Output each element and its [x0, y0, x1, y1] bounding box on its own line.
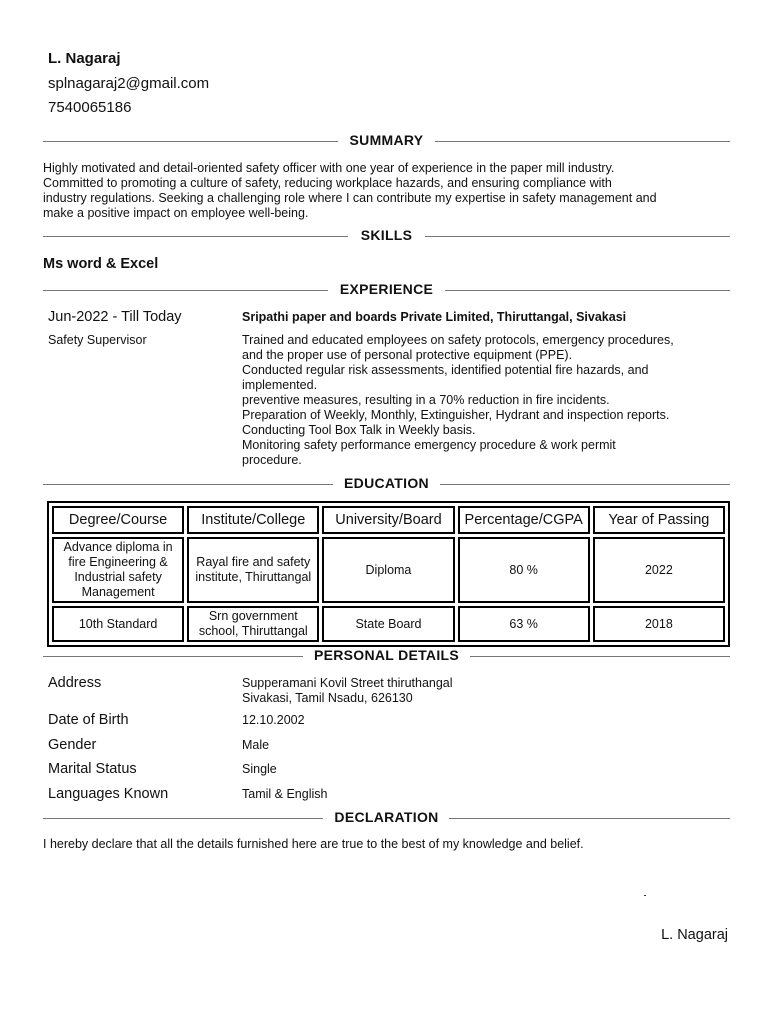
summary-line: Committed to promoting a culture of safety, reducing workplace hazards, and ensuring compliance with	[43, 176, 612, 190]
address-line: Supperamani Kovil Street thiruthangal	[242, 676, 453, 690]
table-cell: State Board	[322, 606, 454, 642]
education-heading: EDUCATION	[334, 475, 439, 491]
column-header: University/Board	[322, 506, 454, 534]
email: splnagaraj2@gmail.com	[48, 75, 210, 92]
address-label: Address	[48, 675, 102, 691]
section-personal-details	[43, 647, 730, 665]
phone: 7540065186	[48, 99, 132, 116]
summary-heading: SUMMARY	[340, 132, 434, 148]
signature-name: L. Nagaraj	[661, 927, 728, 943]
experience-role: Safety Supervisor	[48, 333, 147, 347]
gender-label: Gender	[48, 737, 97, 753]
section-skills	[43, 227, 730, 245]
table-cell: Rayal fire and safety institute, Thiruttangal	[187, 537, 319, 603]
duty-line: Conducting Tool Box Talk in Weekly basis.	[242, 423, 476, 437]
section-experience	[43, 281, 730, 299]
duty-line: implemented.	[242, 378, 318, 392]
section-declaration	[43, 809, 730, 827]
table-cell: 63 %	[458, 606, 590, 642]
summary-line: Highly motivated and detail-oriented safety officer with one year of experience in the paper mill industry.	[43, 161, 615, 175]
table-cell: Srn government school, Thiruttangal	[187, 606, 319, 642]
dob-label: Date of Birth	[48, 712, 129, 728]
languages-label: Languages Known	[48, 786, 169, 802]
table-cell: Diploma	[322, 537, 454, 603]
languages-value: Tamil & English	[242, 787, 328, 801]
section-education	[43, 475, 730, 493]
summary-line: make a positive impact on employee well-being.	[43, 206, 309, 220]
marital-label: Marital Status	[48, 761, 137, 777]
signature-mark	[644, 895, 646, 896]
dob-value: 12.10.2002	[242, 713, 305, 727]
address-line: Sivakasi, Tamil Nsadu, 626130	[242, 691, 413, 705]
table-cell: 10th Standard	[52, 606, 184, 642]
duty-line: Preparation of Weekly, Monthly, Extinguisher, Hydrant and inspection reports.	[242, 408, 670, 422]
table-row	[52, 537, 725, 603]
declaration-heading: DECLARATION	[324, 809, 448, 825]
column-header: Institute/College	[187, 506, 319, 534]
experience-company: Sripathi paper and boards Private Limited, Thiruttangal, Sivakasi	[242, 310, 627, 324]
table-row	[52, 606, 725, 642]
skill-item: Ms word & Excel	[43, 256, 159, 272]
experience-heading: EXPERIENCE	[330, 281, 443, 297]
education-table	[47, 501, 730, 647]
address-value	[242, 676, 453, 706]
gender-value: Male	[242, 738, 270, 752]
table-cell: 2022	[593, 537, 725, 603]
section-summary	[43, 132, 730, 150]
duty-line: procedure.	[242, 453, 302, 467]
summary-line: industry regulations. Seeking a challenging role where I can contribute my expertise in safety management and	[43, 191, 657, 205]
table-cell: Advance diploma in fire Engineering & Industrial safety Management	[52, 537, 184, 603]
duty-line: preventive measures, resulting in a 70% reduction in fire incidents.	[242, 393, 610, 407]
table-cell: 80 %	[458, 537, 590, 603]
column-header: Degree/Course	[52, 506, 184, 534]
column-header: Percentage/CGPA	[458, 506, 590, 534]
table-header-row	[52, 506, 725, 534]
duty-line: Conducted regular risk assessments, identified potential fire hazards, and	[242, 363, 649, 377]
experience-duties	[242, 333, 674, 468]
summary-text	[43, 161, 733, 221]
declaration-text: I hereby declare that all the details furnished here are true to the best of my knowledge and belief.	[43, 837, 584, 851]
duty-line: Monitoring safety performance emergency procedure & work permit	[242, 438, 616, 452]
column-header: Year of Passing	[593, 506, 725, 534]
table-cell: 2018	[593, 606, 725, 642]
personal-heading: PERSONAL DETAILS	[304, 647, 469, 663]
experience-period: Jun-2022 - Till Today	[48, 309, 182, 325]
marital-value: Single	[242, 762, 277, 776]
duty-line: Trained and educated employees on safety protocols, emergency procedures,	[242, 333, 674, 347]
skills-heading: SKILLS	[351, 227, 423, 243]
duty-line: and the proper use of personal protective equipment (PPE).	[242, 348, 573, 362]
candidate-name: L. Nagaraj	[48, 50, 121, 67]
